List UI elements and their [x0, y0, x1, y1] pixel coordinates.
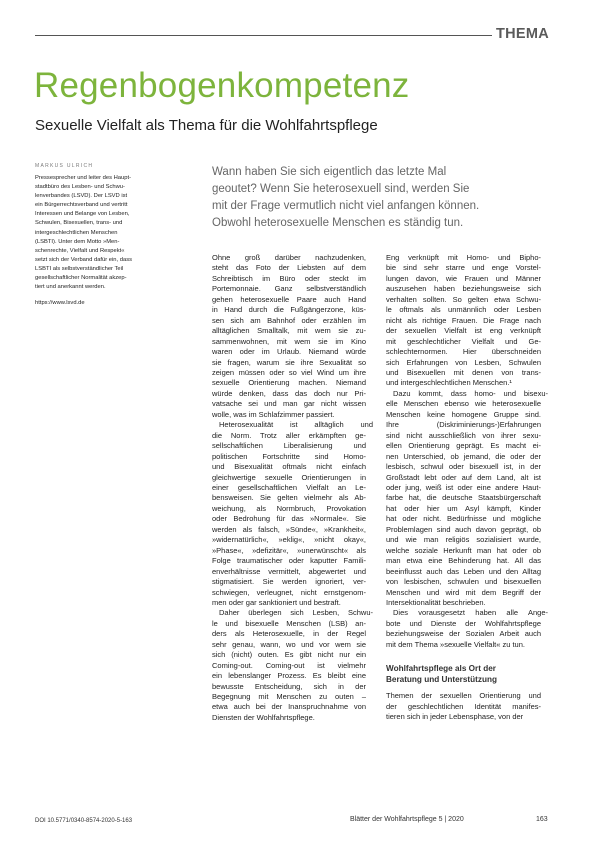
body-text-line: auszusehen haben beziehungsweise sich [386, 284, 541, 294]
body-text-line: mit geschlechtlicher Vielfalt und Ge- [386, 336, 541, 346]
body-text-line: Daher überlegen sich Lesben, Schwu- [219, 608, 373, 618]
lead-line: Obwohl heterosexuelle Menschen es ständig tun. [212, 217, 464, 229]
body-text-line: und intergeschlechtlichen Menschen.¹ [386, 378, 512, 388]
body-text-line: politischen Fortschritte sind Homo- [212, 451, 366, 461]
body-text-line: elle Menschen ebenso wie heterosexuelle [386, 399, 541, 409]
body-text-line: lesbisch, schwul oder bisexuell ist, in der [386, 462, 541, 472]
footer-doi: DOI 10.5771/0340-8574-2020-5-163 [35, 818, 133, 824]
body-text-line: in Hand durch die Fußgängerzone, küs- [212, 305, 366, 315]
body-text-line: bie sind sehr starre und enge Vorstel- [386, 263, 541, 273]
body-text-line: Portemonnaie. Ganz selbstverständlich [212, 284, 366, 294]
body-text-line: Heterosexualität ist alltäglich und [219, 420, 373, 430]
body-text-line: »Phase«, »defizitär«, »unerwünscht« als [212, 545, 366, 555]
author-bio-line: stadtbüro des Lesben- und Schwu- [35, 184, 125, 191]
body-text-line: bewusste Entscheidung, sich in der [212, 681, 366, 691]
body-text-line: sich (nicht) outen. Es gibt nicht nur ein [212, 650, 366, 660]
body-text-line: Intersektionalität beschrieben. [386, 597, 486, 607]
body-text-line: »widernatürlich«, »eklig«, »nicht okay«, [212, 535, 366, 545]
subheading-line: Wohlfahrtspflege als Ort der [386, 664, 496, 674]
author-bio-line: tiert und anerkannt werden. [35, 284, 106, 291]
author-bio [35, 174, 165, 292]
body-text-line: stigmatisiert. Sie werden ignoriert, ver- [212, 577, 366, 587]
body-text-line: nicht als richtige Frauen. Die Frage nach [386, 315, 541, 325]
body-text-line: ein lebenslanger Prozess. Es bleibt eine [212, 671, 366, 681]
body-text-line: Themen der sexuellen Orientierung und [386, 691, 541, 701]
body-text-line: verhalten sollten. So gelten etwa Schwu- [386, 294, 541, 304]
body-text-line: Coming-out. Coming-out ist vielmehr [212, 660, 366, 670]
author-name: MARKUS ULRICH [35, 163, 94, 169]
body-text-line: wolle, was im Schlafzimmer passiert. [212, 409, 335, 419]
body-text-line: Folge traumatischer oder kaputter Famili- [212, 556, 366, 566]
author-bio-line: Schwulen, Bisexuellen, trans- und [35, 220, 123, 227]
body-text-line: sind nicht ausschließlich von ihrer sexu- [386, 430, 541, 440]
body-text-line: würde denken, dass das doch nur Pri- [212, 388, 366, 398]
author-bio-line: lenverbandes (LSVD). Der LSVD ist [35, 193, 128, 200]
author-bio-line: schenrechte, Vielfalt und Respekt« [35, 247, 125, 254]
body-text-line: mit dem Thema »sexuelle Vielfalt« zu tun. [386, 639, 525, 649]
body-text-line: gehen heterosexuelle Paare auch Hand [212, 294, 366, 304]
body-text-line: alltäglichen Smalltalk, mit wem sie zu- [212, 326, 366, 336]
footer-journal: Blätter der Wohlfahrtspflege 5 | 2020 [350, 816, 464, 823]
body-text-line: le und bisexuelle Menschen (LSB) an- [212, 618, 366, 628]
body-text-line: steht das Foto der Liebsten auf dem [212, 263, 366, 273]
article-subtitle: Sexuelle Vielfalt als Thema für die Wohlfahrtspflege [35, 117, 378, 134]
body-text-line: sellschaftlichen Liberalisierung und [212, 441, 366, 451]
body-text-line: und wie man religiös sozialisiert wurde, [386, 535, 541, 545]
body-text-line: schwiegen, verleugnet, nicht ernstgenom- [212, 587, 366, 597]
body-text-line: der geschlechtlichen Identität manifes- [386, 701, 541, 711]
body-text-line: Begegnung mit Menschen zu outen – [212, 692, 366, 702]
body-text-line: weichung, als Normbruch, Provokation [212, 503, 366, 513]
body-text-line: etwa auch bei der Inanspruchnahme von [212, 702, 366, 712]
lead-paragraph [212, 164, 542, 232]
body-text-line: farbe hat, die deutsche Staatsbürgerschaft [386, 493, 541, 503]
body-text-line: bote und Dienste der Wohlfahrtspflege [386, 618, 541, 628]
body-text-line: Schreibtisch im Büro oder steckt im [212, 273, 366, 283]
body-column-right-text [386, 253, 548, 650]
body-text-line: lungen davon, wie Frauen und Männer [386, 273, 541, 283]
body-text-line: zeigen müssen oder so viel Wind um ihre [212, 367, 366, 377]
body-text-line: sie fragen, warum sie ihre Sexualität so [212, 357, 366, 367]
body-text-line: Problemlagen sind auch davon geprägt, ob [386, 524, 541, 534]
section-rubric: THEMA [496, 26, 550, 42]
author-sidebar [35, 163, 165, 306]
author-link[interactable]: https://www.lsvd.de [35, 300, 85, 307]
author-bio-line: ein Bürgerrechtsverband und vertritt [35, 202, 128, 209]
article-title: Regenbogenkompetenz [34, 66, 410, 105]
body-text-line: schlechternormen. Hier überschneiden [386, 347, 541, 357]
author-bio-line: Interessen und Belange von Lesben, [35, 211, 130, 218]
body-text-line: und Bisexualität oftmals nicht einfach [212, 462, 366, 472]
body-text-line: waren oder im Urlaub. Niemand würde [212, 347, 366, 357]
body-text-line: sehr genau, wann, wo und vor wem sie [212, 639, 366, 649]
body-text-line: Großstadt lebt oder auf dem Land, alt ist [386, 472, 541, 482]
body-text-line: man etwa eine Behinderung hat. All das [386, 556, 541, 566]
author-bio-line: (LSBTI). Unter dem Motto »Men- [35, 238, 120, 245]
lead-line: Wann haben Sie sich eigentlich das letzte Mal [212, 166, 447, 178]
body-text-line: beziehungsweise der Sozialen Arbeit auch [386, 629, 541, 639]
page-number: 163 [536, 816, 548, 823]
author-bio-line: gesellschaftlicher Normalität akzep- [35, 275, 127, 282]
body-text-line: ellen Orientierung geprägt. Es macht ei- [386, 441, 541, 451]
body-text-line: Ihre (Diskriminierungs-)Erfahrungen [386, 420, 541, 430]
body-text-line: hat oder nicht. Bedürfnisse und mögliche [386, 514, 541, 524]
body-text-line: tieren sich in jeder Lebensphase, von der [386, 712, 524, 722]
body-text-line: sich Erfahrungen von Lesben, Schwulen [386, 357, 541, 367]
body-text-line: enverhältnisse vermittelt, abgewertet und [212, 566, 366, 576]
body-text-line: der sexuellen Vielfalt ist eng verknüpft [386, 326, 541, 336]
body-text-line: hat oder hier um Asyl kämpft, Kinder [386, 503, 541, 513]
header-rule [35, 35, 492, 36]
body-text-line: ders als Heterosexuelle, in der Regel [212, 629, 366, 639]
body-text-line: sammenwohnen, mit wem sie im Kino [212, 336, 366, 346]
body-text-line: Diensten der Wohlfahrtspflege. [212, 712, 315, 722]
body-text-line: sexuelle Orientierung machen. Niemand [212, 378, 366, 388]
author-bio-line: LSBTI als selbstverständlicher Teil [35, 265, 124, 272]
body-text-line: beeinflusst auch das Leben und den Alltag [386, 566, 541, 576]
body-text-line: gleichwertige sexuelle Orientierungen in [212, 472, 366, 482]
body-text-line: einer gesellschaftlichen Vielfalt an Le- [212, 482, 366, 492]
body-column-right [386, 253, 548, 723]
section-subheading [386, 663, 541, 685]
lead-line: geoutet? Wenn Sie heterosexuell sind, werden Sie [212, 183, 470, 195]
body-text-line: vatsache sei und man gar nicht wissen [212, 399, 366, 409]
body-text-line: Menschen und wird mit dem Begriff der [386, 587, 541, 597]
body-text-line: werden als falsch, »Sünde«, »Krankheit«, [212, 524, 366, 534]
lead-line: mit der Frage vermutlich nicht viel anfangen können. [212, 200, 480, 212]
body-text-line: und Bisexuellen mit denen von trans- [386, 367, 541, 377]
body-text-line: Dazu kommt, dass homo- und bisexu- [393, 388, 548, 398]
body-text-line: oder Bedrohung für das »Normale«. Sie [212, 514, 366, 524]
body-column-right-continued [386, 691, 541, 722]
body-text-line: Eng verknüpft mit Homo- und Bipho- [386, 253, 541, 262]
author-bio-line: Pressesprecher und leiter des Haupt- [35, 175, 132, 181]
author-bio-line: intergeschlechtlichen Menschen [35, 229, 118, 236]
author-bio-line: setzt sich der Verband dafür ein, dass [35, 256, 132, 263]
body-text-line: le oftmals als unmännlich oder Lesben [386, 305, 541, 315]
body-text-line: die Norm. Trotz aller erkämpften ge- [212, 430, 366, 440]
body-text-line: welche soziale Herkunft man hat oder ob [386, 545, 541, 555]
body-text-line: Ohne groß darüber nachzudenken, [212, 253, 366, 262]
body-text-line: men oder gar sanktioniert und bestraft. [212, 597, 341, 607]
body-text-line: oder jung, weiß ist oder eine andere Haut- [386, 482, 541, 492]
body-text-line: Menschen keine homogene Gruppe sind. [386, 409, 541, 419]
subheading-line: Beratung und Unterstützung [386, 675, 497, 685]
body-text-line: Dies vorausgesetzt haben alle Ange- [393, 608, 548, 618]
body-text-line: nen Unterschied, ob jemand, die oder der [386, 451, 541, 461]
body-text-line: bensweisen. Sie gelten vielmehr als Ab- [212, 493, 366, 503]
body-text-line: von lesbischen, schwulen und bisexuellen [386, 577, 541, 587]
body-text-line: sen sich am Bahnhof oder erzählen im [212, 315, 366, 325]
body-column-left [212, 253, 373, 723]
